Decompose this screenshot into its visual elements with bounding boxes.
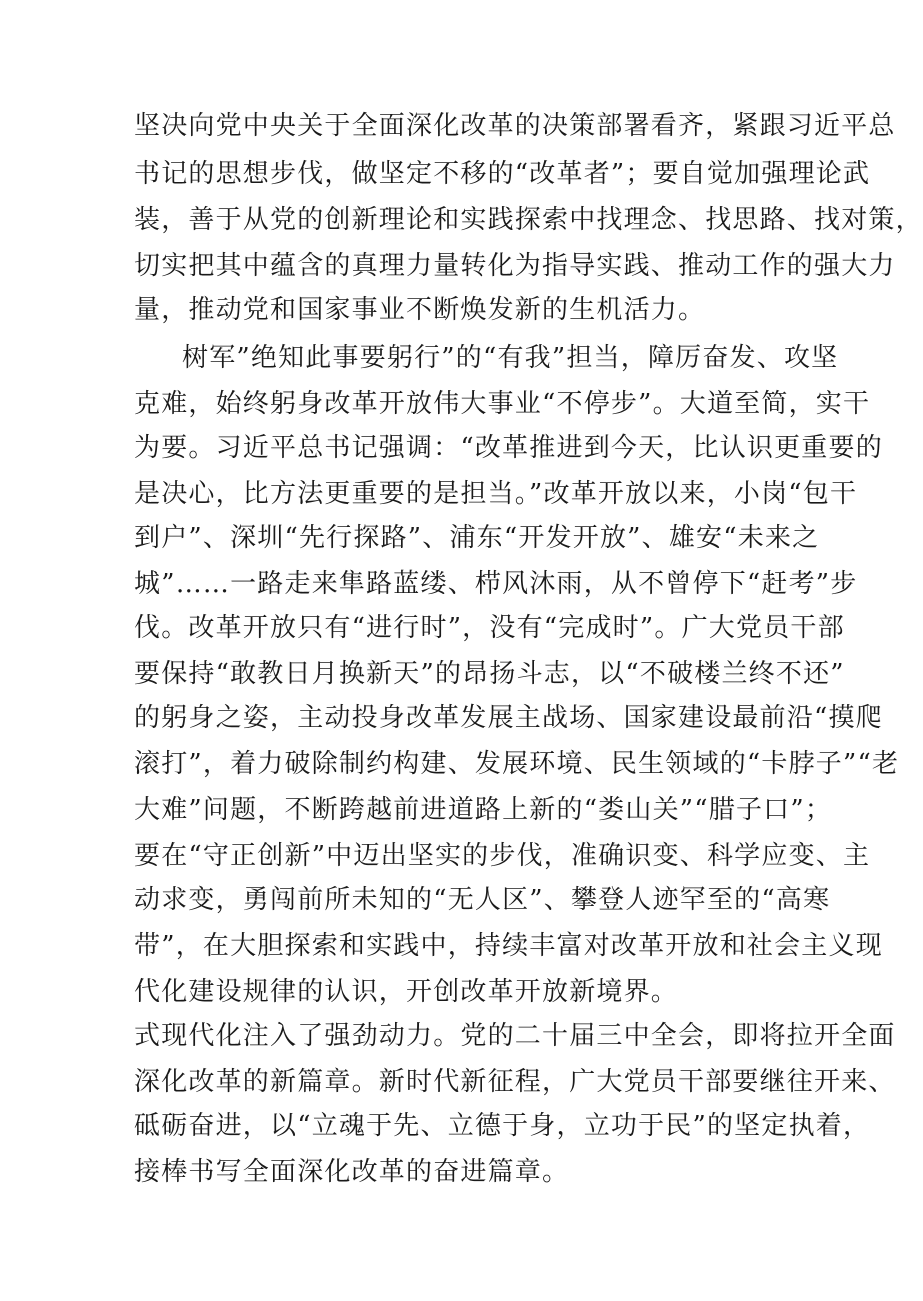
paragraph-1-line-2: 书记的思想步伐，做坚定不移的“改革者”；要自觉加强理论武 bbox=[134, 159, 871, 189]
paragraph-3-line-3: 砥砺奋进，以“立魂于先、立德于身，立功于民”的坚定执着， bbox=[134, 1111, 871, 1141]
paragraph-2-line-13: 动求变，勇闯前所未知的“无人区”、攀登人迹罕至的“高寒 bbox=[134, 885, 831, 915]
paragraph-3-line-1: 式现代化注入了强劲动力。党的二十届三中全会，即将拉开全面 bbox=[134, 1021, 896, 1051]
paragraph-2-line-10: 滚打”，着力破除制约构建、发展环境、民生领域的“卡脖子”“老 bbox=[134, 749, 900, 779]
paragraph-2-line-4: 是决心，比方法更重要的是担当。”改革开放以来，小岗“包干 bbox=[134, 479, 858, 509]
paragraph-2-line-14: 带”，在大胆探索和实践中，持续丰富对改革开放和社会主义现 bbox=[134, 931, 883, 961]
paragraph-2-line-12: 要在“守正创新”中迈出坚实的步伐，准确识变、科学应变、主 bbox=[134, 841, 871, 871]
paragraph-3-line-2: 深化改革的新篇章。新时代新征程，广大党员干部要继往开来、 bbox=[134, 1067, 896, 1097]
paragraph-2-line-6: 城”……一路走来隼路蓝缕、栉风沐雨，从不曾停下“赶考”步 bbox=[134, 569, 858, 599]
paragraph-2-line-1: 树军”绝知此事要躬行”的“有我”担当，障厉奋发、攻坚 bbox=[182, 343, 839, 373]
paragraph-2-line-8: 要保持“敢教日月换新天”的昂扬斗志，以“不破楼兰终不还” bbox=[134, 659, 845, 689]
paragraph-2-line-7: 伐。改革开放只有“进行时”，没有“完成时”。广大党员干部 bbox=[134, 613, 845, 643]
paragraph-2-line-11: 大难”问题，不断跨越前进道路上新的“娄山关”“腊子口”； bbox=[134, 795, 833, 825]
paragraph-1-line-5: 量，推动党和国家事业不断焕发新的生机活力。 bbox=[134, 295, 706, 325]
paragraph-1-line-1: 坚决向党中央关于全面深化改革的决策部署看齐，紧跟习近平总 bbox=[134, 111, 896, 141]
paragraph-2-line-3: 为要。习近平总书记强调：“改革推进到今天，比认识更重要的 bbox=[134, 433, 883, 463]
paragraph-3-line-4: 接棒书写全面深化改革的奋进篇章。 bbox=[134, 1157, 570, 1187]
paragraph-1-line-4: 切实把其中蕴含的真理力量转化为指导实践、推动工作的强大力 bbox=[134, 251, 896, 281]
paragraph-2-line-5: 到户”、深圳“先行探路”、浦东“开发开放”、雄安“未来之 bbox=[134, 523, 820, 553]
paragraph-2-line-15: 代化建设规律的认识，开创改革开放新境界。 bbox=[134, 977, 679, 1007]
paragraph-2-line-2: 克难，始终躬身改革开放伟大事业“不停步”。大道至简，实干 bbox=[134, 389, 871, 419]
paragraph-1-line-3: 装，善于从党的创新理论和实践探索中找理念、找思路、找对策， bbox=[134, 205, 923, 235]
paragraph-2-line-9: 的躬身之姿，主动投身改革发展主战场、国家建设最前沿“摸爬 bbox=[134, 703, 883, 733]
